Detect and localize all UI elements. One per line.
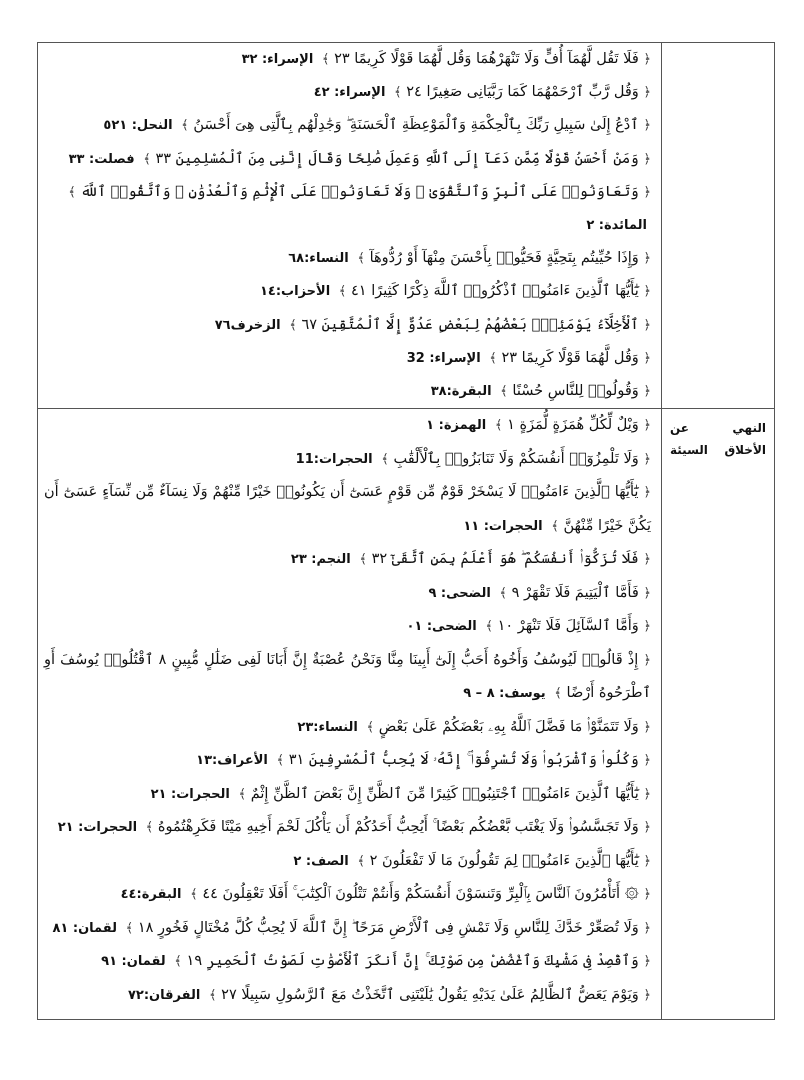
verse-reference: الحجرات:11: [295, 451, 373, 467]
ornate-bracket-close-icon: ﴾: [500, 384, 508, 400]
ornate-bracket-open-icon: ﴿: [643, 987, 651, 1003]
verse-text: وَلَا تَجَسَّسُوا۟ وَلَا يَغْتَب بَّعْضُكُم بَعْضًا ۚ أَيُحِبُّ أَحَدُكُمْ أَن يَأْكُلَ لَحْمَ أَخِيهِ مَيْتًا فَكَرِهْتُمُوهُ: [157, 819, 639, 836]
verse-line: [44, 43, 651, 76]
verse-line: [44, 744, 651, 778]
verse-text: وَقُولُوا۟ لِلنَّاسِ حُسْنًا: [512, 383, 639, 400]
verse-line: [44, 945, 651, 979]
verse-line: [44, 845, 651, 879]
verse-reference: لقمان: ٨١: [52, 920, 118, 936]
ornate-bracket-open-icon: ﴿: [643, 753, 651, 769]
verse-text: فَأَمَّا ٱلْيَتِيمَ فَلَا تَقْهَرْ ٩: [511, 584, 639, 601]
ornate-bracket-open-icon: ﴿: [643, 652, 652, 668]
verse-text: يَٰٓأَيُّهَا ٱلَّذِينَ ءَامَنُوا۟ لَا يَسْخَرْ قَوْمٌ مِّن قَوْمٍ عَسَىٰٓ أَن يَكُونُوا۟ خَيْرًا مِّنْهُمْ وَلَا نِسَآءٌ مِّن نِّسَآءٍ عَسَىٰٓ أَن يَكُنَّ خَيْرًا مِّنْهُنَّ: [44, 484, 651, 534]
ornate-bracket-open-icon: ﴿: [643, 317, 651, 333]
ornate-bracket-open-icon: ﴿: [643, 85, 651, 101]
ornate-bracket-close-icon: ﴾: [68, 184, 76, 200]
ornate-bracket-close-icon: ﴾: [321, 52, 330, 67]
verse-reference: الحجرات: ٢١: [150, 786, 230, 802]
table-row: [38, 43, 775, 409]
ornate-bracket-open-icon: ﴿: [643, 853, 651, 869]
ornate-bracket-close-icon: ﴾: [494, 418, 503, 434]
verse-line: [44, 242, 651, 275]
verse-reference: النجم: ٢٣: [290, 552, 351, 568]
ornate-bracket-open-icon: ﴿: [643, 118, 651, 134]
ornate-bracket-open-icon: ﴿: [643, 418, 651, 434]
verse-reference: الضحى: ٠١: [406, 619, 477, 635]
ornate-bracket-open-icon: ﴿: [643, 887, 651, 903]
verse-line: [44, 143, 651, 176]
verse-list: [44, 409, 651, 1012]
ornate-bracket-close-icon: ﴾: [174, 954, 182, 970]
verse-text: يَٰٓأَيُّهَا ٱلَّذِينَ ءَامَنُوا۟ لِمَ تَقُولُونَ مَا لَا تَفْعَلُونَ ٢: [369, 852, 639, 869]
verse-reference: الحجرات: ١١: [463, 518, 543, 534]
verse-reference: الأحزاب:١٤: [259, 284, 331, 300]
ornate-bracket-close-icon: ﴾: [554, 686, 562, 702]
ornate-bracket-close-icon: ﴾: [143, 151, 151, 167]
ornate-bracket-close-icon: ﴾: [359, 552, 367, 568]
verse-line: [44, 76, 651, 109]
verse-reference: البقرة:٤٤: [120, 887, 182, 903]
verse-text: وَيْلٌ لِّكُلِّ هُمَزَةٍ لُّمَزَةٍ ١: [507, 417, 639, 434]
verse-reference: يوسف: ٨ – ٩: [463, 686, 546, 702]
verse-text: وَقُل رَّبِّ ٱرْحَمْهُمَا كَمَا رَبَّيَانِى صَغِيرًا ٢٤: [406, 84, 639, 101]
verse-line: [44, 176, 651, 242]
verse-text: إِذْ قَالُوا۟ لَيُوسُفُ وَأَخُوهُ أَحَبُّ إِلَىٰٓ أَبِينَا مِنَّا وَنَحْنُ عُصْبَةٌ إِنَّ أَبَانَا لَفِى ضَلَٰلٍ مُّبِينٍ ٨ ٱقْتُلُوا۟ يُوسُفَ أَوِ ٱطْرَحُوهُ أَرْضًا: [44, 651, 651, 702]
verse-reference: الزخرف٧٦: [214, 317, 281, 333]
verse-line: [44, 342, 651, 375]
verse-line: [44, 409, 651, 443]
verse-text: وَأَمَّا ٱلسَّآئِلَ فَلَا تَنْهَرْ ١٠: [497, 618, 639, 635]
verse-text: ٱدْعُ إِلَىٰ سَبِيلِ رَبِّكَ بِٱلْحِكْمَةِ وَٱلْمَوْعِظَةِ ٱلْحَسَنَةِ ۖ وَجَٰدِلْهُم بِٱلَّتِى هِىَ أَحْسَنُ: [193, 117, 639, 134]
verse-reference: الضحى: ٩: [428, 585, 491, 601]
verse-text: وَكُلُوا۟ وَٱشْرَبُوا۟ وَلَا تُسْرِفُوٓا۟ ۚ إِنَّهُۥ لَا يُحِبُّ ٱلْمُسْرِفِينَ ٣١: [288, 752, 639, 769]
ornate-bracket-close-icon: ﴾: [485, 619, 493, 635]
verse-line: [44, 878, 651, 912]
ornate-bracket-close-icon: ﴾: [366, 719, 375, 735]
verse-line: [44, 912, 651, 946]
verse-text: يَٰٓأَيُّهَا ٱلَّذِينَ ءَامَنُوا۟ ٱذْكُرُوا۟ ٱللَّهَ ذِكْرًا كَثِيرًا ٤١: [351, 283, 639, 300]
ornate-bracket-close-icon: ﴾: [289, 317, 297, 333]
ornate-bracket-open-icon: ﴿: [643, 151, 651, 167]
verse-line: [44, 644, 651, 711]
verse-line: [44, 778, 651, 812]
verse-text: وَٱقْصِدْ فِى مَشْيِكَ وَٱغْضُضْ مِن صَوْتِكَ ۚ إِنَّ أَنكَرَ ٱلْأَصْوَٰتِ لَصَوْتُ ٱلْحَمِيرِ ١٩: [186, 953, 639, 970]
ornate-bracket-open-icon: ﴿: [643, 451, 651, 467]
verse-line: [44, 543, 651, 577]
ornate-bracket-open-icon: ﴿: [643, 619, 651, 635]
ornate-bracket-open-icon: ﴿: [643, 820, 651, 836]
ornate-bracket-open-icon: ﴿: [643, 920, 651, 936]
verse-reference: النساء:٢٣: [297, 719, 358, 735]
verse-reference: الإسراء: ٤٢: [313, 85, 386, 101]
verses-cell: [38, 409, 662, 1020]
verse-reference: الأعراف:١٣: [196, 753, 268, 769]
ornate-bracket-close-icon: ﴾: [276, 753, 285, 769]
verse-line: [44, 979, 651, 1013]
topic-cell: [662, 43, 775, 409]
ornate-bracket-open-icon: ﴿: [643, 485, 651, 501]
verse-list: [44, 43, 651, 408]
verses-table: [37, 42, 775, 1020]
verse-text: ٱلْأَخِلَّآءُ يَوْمَئِذٍۭ بَعْضُهُمْ لِبَعْضٍ عَدُوٌّ إِلَّا ٱلْمُتَّقِينَ ٦٧: [301, 316, 639, 333]
verse-line: [44, 275, 651, 308]
ornate-bracket-close-icon: ﴾: [357, 853, 365, 869]
verse-line: [44, 577, 651, 611]
verse-line: [44, 309, 651, 342]
ornate-bracket-close-icon: ﴾: [551, 518, 559, 534]
verse-reference: الإسراء: 32: [406, 350, 481, 366]
verses-cell: [38, 43, 662, 409]
ornate-bracket-open-icon: ﴿: [643, 184, 651, 200]
verse-reference: النحل: ٥٢١: [103, 118, 173, 134]
verse-reference: البقرة:٣٨: [430, 384, 492, 400]
verse-text: وَلَا تَلْمِزُوٓا۟ أَنفُسَكُمْ وَلَا تَنَابَزُوا۟ بِٱلْأَلْقَٰبِ: [393, 450, 639, 467]
ornate-bracket-close-icon: ﴾: [145, 820, 154, 836]
verse-text: يَٰٓأَيُّهَا ٱلَّذِينَ ءَامَنُوا۟ ٱجْتَنِبُوا۟ كَثِيرًا مِّنَ ٱلظَّنِّ إِنَّ بَعْضَ ٱلظَّنِّ إِثْمٌ: [250, 785, 639, 802]
verse-reference: الفرقان:٧٢: [127, 987, 201, 1003]
verse-line: [44, 375, 651, 408]
ornate-bracket-open-icon: ﴿: [643, 251, 651, 267]
verse-reference: الحجرات: ٢١: [57, 820, 138, 836]
ornate-bracket-close-icon: ﴾: [181, 118, 189, 134]
verse-line: [44, 443, 651, 477]
ornate-bracket-open-icon: ﴿: [643, 585, 651, 601]
verse-line: [44, 610, 651, 644]
verse-text: وَتَعَاوَنُوا۟ عَلَى ٱلْبِرِّ وَٱلتَّقْوَىٰ ۖ وَلَا تَعَاوَنُوا۟ عَلَى ٱلْإِثْمِ وَٱلْعُدْوَٰنِ ۚ وَٱتَّقُوا۟ ٱللَّهَ: [80, 183, 639, 200]
ornate-bracket-open-icon: ﴿: [643, 719, 651, 735]
verse-reference: الهمزة: ١: [426, 418, 487, 434]
table-row: [38, 409, 775, 1020]
verse-text: وَإِذَا حُيِّيتُم بِتَحِيَّةٍ فَحَيُّوا۟ بِأَحْسَنَ مِنْهَآ أَوْ رُدُّوهَآ: [369, 250, 639, 267]
verse-text: وَلَا تُصَعِّرْ خَدَّكَ لِلنَّاسِ وَلَا تَمْشِ فِى ٱلْأَرْضِ مَرَحًا ۖ إِنَّ ٱللَّهَ لَا يُحِبُّ كُلَّ مُخْتَالٍ فَخُورٍ ١٨: [137, 919, 639, 936]
verse-text: وَمَنْ أَحْسَنُ قَوْلًا مِّمَّن دَعَآ إِلَى ٱللَّهِ وَعَمِلَ صَٰلِحًا وَقَالَ إِنَّنِى مِنَ ٱلْمُسْلِمِينَ ٣٣: [155, 150, 639, 167]
ornate-bracket-open-icon: ﴿: [643, 52, 651, 67]
verse-line: [44, 109, 651, 142]
verse-text: ۞ أَتَأْمُرُونَ ٱلنَّاسَ بِٱلْبِرِّ وَتَنسَوْنَ أَنفُسَكُمْ وَأَنتُمْ تَتْلُونَ ٱلْكِتَٰبَ ۚ أَفَلَا تَعْقِلُونَ ٤٤: [202, 886, 639, 903]
ornate-bracket-close-icon: ﴾: [381, 451, 389, 467]
ornate-bracket-close-icon: ﴾: [208, 987, 217, 1003]
ornate-bracket-open-icon: ﴿: [643, 284, 651, 300]
topic-cell: النهي عن الأخلاق السيئة: [662, 409, 775, 1020]
verse-reference: النساء:٦٨: [288, 251, 349, 267]
ornate-bracket-close-icon: ﴾: [499, 585, 508, 601]
verse-reference: المائدة: ٢: [586, 218, 647, 234]
ornate-bracket-close-icon: ﴾: [394, 85, 402, 101]
verse-reference: الصف: ٢: [293, 853, 349, 869]
ornate-bracket-close-icon: ﴾: [338, 284, 347, 300]
ornate-bracket-open-icon: ﴿: [643, 552, 651, 568]
verse-text: وَلَا تَتَمَنَّوْا۟ مَا فَضَّلَ ٱللَّهُ بِهِۦ بَعْضَكُمْ عَلَىٰ بَعْضٍ: [378, 718, 639, 735]
verse-text: فَلَا تَقُل لَّهُمَآ أُفٍّ وَلَا تَنْهَرْهُمَا وَقُل لَّهُمَا قَوْلًا كَرِيمًا ٢٣: [334, 51, 639, 67]
verse-reference: لقمان: ٩١: [101, 954, 166, 970]
ornate-bracket-open-icon: ﴿: [643, 384, 651, 400]
verse-reference: فصلت: ٣٣: [68, 151, 135, 167]
verse-text: وَيَوْمَ يَعَضُّ ٱلظَّالِمُ عَلَىٰ يَدَيْهِ يَقُولُ يَٰلَيْتَنِى ٱتَّخَذْتُ مَعَ ٱلرَّسُولِ سَبِيلًا ٢٧: [221, 986, 639, 1003]
verse-text: فَلَا تُزَكُّوٓا۟ أَنفُسَكُمْ ۖ هُوَ أَعْلَمُ بِمَنِ ٱتَّقَىٰٓ ٣٢: [371, 551, 639, 568]
ornate-bracket-open-icon: ﴿: [643, 954, 651, 970]
ornate-bracket-close-icon: ﴾: [125, 920, 134, 936]
ornate-bracket-open-icon: ﴿: [643, 786, 651, 802]
verse-line: [44, 476, 651, 543]
ornate-bracket-close-icon: ﴾: [238, 786, 247, 802]
verse-line: [44, 811, 651, 845]
ornate-bracket-close-icon: ﴾: [190, 887, 198, 903]
verse-text: وَقُل لَّهُمَا قَوْلًا كَرِيمًا ٢٣: [501, 349, 639, 366]
ornate-bracket-close-icon: ﴾: [489, 350, 497, 366]
verse-line: [44, 711, 651, 745]
ornate-bracket-close-icon: ﴾: [357, 251, 365, 267]
verse-reference: الإسراء: ٣٢: [241, 52, 314, 67]
ornate-bracket-open-icon: ﴿: [643, 350, 651, 366]
